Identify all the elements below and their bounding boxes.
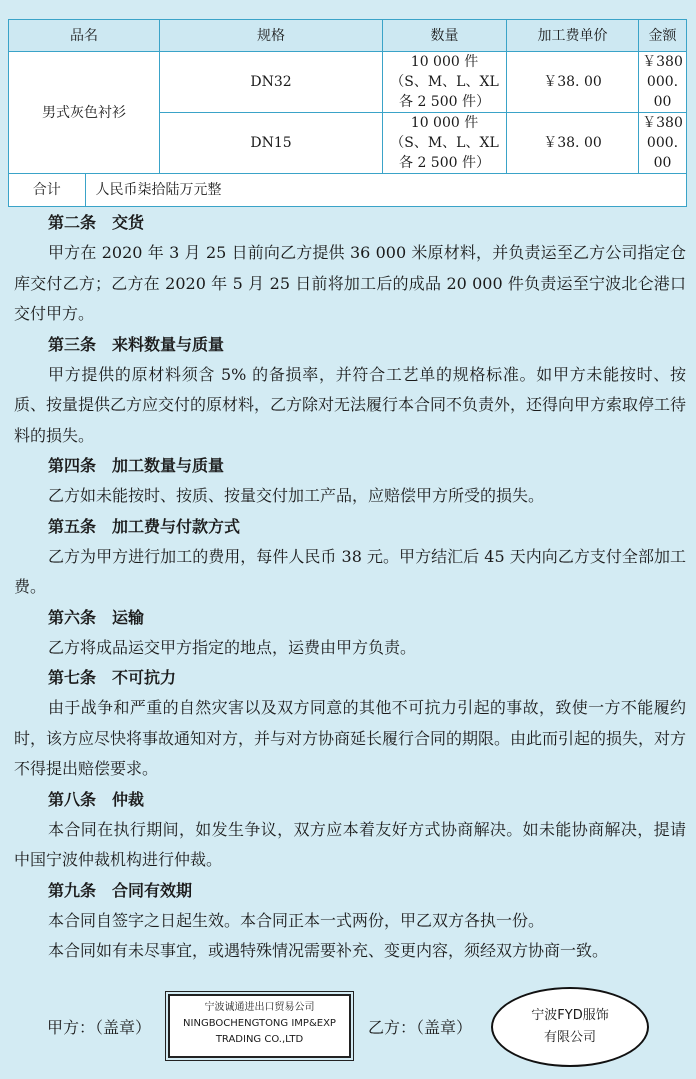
article: [14, 663, 686, 785]
header-amount: 金额: [639, 20, 687, 52]
header-spec: 规格: [160, 20, 383, 52]
article-title: 第三条 来料数量与质量: [48, 334, 225, 354]
quantity-cell: [383, 113, 507, 174]
article: [14, 330, 686, 452]
stamp-line: 宁波诚通进出口贸易公司: [204, 1002, 315, 1013]
article-title: 第六条 运输: [48, 607, 145, 627]
article-paragraph: 乙方如未能按时、按质、按量交付加工产品，应赔偿甲方所受的损失。: [48, 486, 545, 505]
quantity-line: 10 000 件: [410, 115, 479, 131]
article-paragraph: 由于战争和严重的自然灾害以及双方同意的其他不可抗力引起的事故，致使一方不能履约时，该方应尽快将事故通知对方，并与对方协商延长履行合同的期限。由此而引起的损失，对方不得提出赔偿要求。: [14, 698, 687, 778]
article-title: 第四条 加工数量与质量: [48, 456, 225, 475]
total-label: 合计: [9, 174, 86, 207]
article: [14, 451, 686, 512]
header-quantity: 数量: [383, 20, 507, 52]
header-product-name: 品名: [9, 20, 160, 52]
article-paragraph: 甲方在 2020 年 3 月 25 日前向乙方提供 36 000 米原材料，并负责运至乙方公司指定仓库交付乙方；乙方在 2020 年 5 月 25 日前将加工后的成品 20 000 件负责运至宁波北仑港口交付甲方。: [14, 243, 686, 323]
contract-body: [14, 208, 686, 967]
amount-cell: ￥380 000. 00: [639, 52, 687, 113]
unit-price-cell: ￥38. 00: [507, 52, 639, 113]
article-paragraph: 甲方提供的原材料须含 5% 的备损率，并符合工艺单的规格标准。如甲方未能按时、按质、按量提供乙方应交付的原材料，乙方除对无法履行本合同不负责外，还得向甲方索取停工待料的损失。: [14, 364, 687, 445]
spec-cell: DN32: [160, 52, 383, 113]
article: [14, 208, 686, 330]
unit-price-cell: ￥38. 00: [507, 113, 639, 174]
total-row: [9, 174, 687, 207]
quantity-cell: [383, 52, 507, 113]
article-title: 第五条 加工费与付款方式: [48, 516, 241, 536]
quantity-breakdown: （S、M、L、XL 各 2 500 件）: [390, 135, 499, 171]
stamp-line: 有限公司: [543, 1030, 596, 1045]
article: [14, 876, 686, 967]
stamp-line: NINGBOCHENGTONG IMP&EXP: [183, 1018, 336, 1029]
article: [14, 603, 686, 664]
article-paragraph: 乙方将成品运交甲方指定的地点，运费由甲方负责。: [48, 637, 417, 657]
total-value: 人民币柒拾陆万元整: [85, 174, 687, 207]
article-paragraph: 本合同在执行期间，如发生争议，双方应本着友好方式协商解决。如未能协商解决，提请中国宁波仲裁机构进行仲裁。: [14, 819, 686, 869]
table-header-row: [9, 20, 687, 52]
party-a-stamp: [168, 994, 351, 1058]
article-paragraph: 本合同如有未尽事宜，或遇特殊情况需要补充、变更内容，须经双方协商一致。: [48, 941, 609, 960]
amount-cell: ￥380 000. 00: [639, 113, 687, 174]
article-title: 第七条 不可抗力: [48, 668, 177, 687]
product-name-cell: 男式灰色衬衫: [9, 52, 160, 174]
stamp-line: 宁波FYD服饰: [531, 1008, 609, 1023]
article-title: 第八条 仲裁: [48, 789, 145, 809]
stamp-line: TRADING CO.,LTD: [215, 1034, 304, 1045]
article-title: 第九条 合同有效期: [48, 880, 193, 900]
spec-cell: DN15: [160, 113, 383, 174]
article: [14, 512, 686, 603]
quantity-line: 10 000 件: [410, 54, 479, 70]
article-title: 第二条 交货: [48, 213, 145, 232]
party-b-label: 乙方：（盖章）: [368, 1018, 473, 1037]
party-a-label: 甲方：（盖章）: [47, 1018, 152, 1037]
quantity-breakdown: （S、M、L、XL 各 2 500 件）: [390, 74, 499, 110]
article-paragraph: 本合同自签字之日起生效。本合同正本一式两份，甲乙双方各执一份。: [48, 910, 545, 930]
article: [14, 785, 686, 876]
party-b-stamp: [491, 987, 649, 1067]
header-unit-price: 加工费单价: [507, 20, 639, 52]
article-paragraph: 乙方为甲方进行加工的费用，每件人民币 38 元。甲方结汇后 45 天内向乙方支付全部加工费。: [14, 546, 686, 596]
product-table: [8, 19, 687, 207]
table-row: [9, 52, 687, 113]
